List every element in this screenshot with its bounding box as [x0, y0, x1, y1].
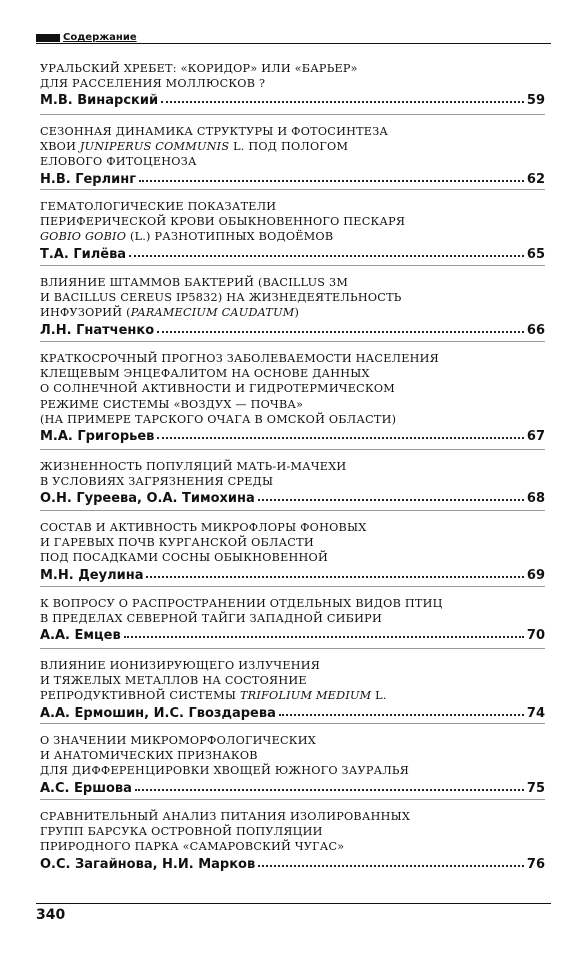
entry-separator — [40, 723, 545, 724]
entry-title-line: ЕЛОВОГО ФИТОЦЕНОЗА — [40, 155, 197, 169]
entry-title-line: (НА ПРИМЕРЕ ТАРСКОГО ОЧАГА В ОМСКОЙ ОБЛАСТИ) — [40, 412, 397, 426]
toc-entry[interactable] — [40, 275, 545, 339]
dot-leader — [139, 170, 524, 182]
entry-title-line: УРАЛЬСКИЙ ХРЕБЕТ: «КОРИДОР» ИЛИ «БАРЬЕР» — [40, 62, 358, 75]
dot-leader — [279, 704, 524, 716]
entry-authors: А.С. Ершова — [40, 780, 132, 796]
toc-entry[interactable] — [40, 199, 545, 263]
toc-entry[interactable] — [40, 520, 545, 584]
entry-separator — [40, 586, 545, 587]
entry-separator — [40, 265, 545, 266]
entry-authors: М.В. Винарский — [40, 93, 159, 109]
entry-title-line: РЕПРОДУКТИВНОЙ СИСТЕМЫ TRIFOLIUM MEDIUM L. — [40, 689, 387, 703]
running-header — [36, 30, 551, 44]
entry-page-number: 65 — [526, 246, 545, 262]
entry-title-line: И АНАТОМИЧЕСКИХ ПРИЗНАКОВ — [40, 749, 258, 763]
entry-author-row — [40, 428, 545, 445]
dot-leader — [258, 489, 524, 501]
toc-entry[interactable] — [40, 596, 545, 644]
entry-title-line: И ТЯЖЕЛЫХ МЕТАЛЛОВ НА СОСТОЯНИЕ — [40, 674, 307, 688]
entry-title-line: ХВОИ JUNIPERUS COMMUNIS L. ПОД ПОЛОГОМ — [40, 140, 349, 154]
header-rule — [36, 43, 551, 44]
entry-title-line: О СОЛНЕЧНОЙ АКТИВНОСТИ И ГИДРОТЕРМИЧЕСКОМ — [40, 382, 395, 396]
footer-rule — [36, 903, 551, 904]
toc-entry[interactable] — [40, 733, 545, 797]
entry-page-number: 76 — [526, 856, 545, 872]
entry-title-line: ДЛЯ РАССЕЛЕНИЯ МОЛЛЮСКОВ ? — [40, 77, 266, 91]
entry-page-number: 68 — [526, 491, 545, 507]
entry-title-line: ВЛИЯНИЕ ИОНИЗИРУЮЩЕГО ИЗЛУЧЕНИЯ — [40, 659, 321, 672]
entry-authors: А.А. Ермошин, И.С. Гвоздарева — [40, 705, 276, 721]
entry-separator — [40, 189, 545, 190]
entry-separator — [40, 114, 545, 115]
entry-authors: О.С. Загайнова, Н.И. Марков — [40, 856, 256, 872]
entry-author-row — [40, 246, 545, 263]
entry-title-line: РЕЖИМЕ СИСТЕМЫ «ВОЗДУХ — ПОЧВА» — [40, 397, 304, 411]
dot-leader — [258, 855, 524, 867]
entry-authors: Н.В. Герлинг — [40, 171, 137, 187]
toc-entry[interactable] — [40, 459, 545, 507]
entry-separator — [40, 510, 545, 511]
entry-page-number: 66 — [526, 322, 545, 338]
entry-title-line: ГРУПП БАРСУКА ОСТРОВНОЙ ПОПУЛЯЦИИ — [40, 825, 323, 839]
entry-title-line: КРАТКОСРОЧНЫЙ ПРОГНОЗ ЗАБОЛЕВАЕМОСТИ НАСЕЛЕНИЯ — [40, 352, 439, 365]
entry-title-line: ПРИРОДНОГО ПАРКА «САМАРОВСКИЙ ЧУГАС» — [40, 840, 345, 854]
entry-title-line: ПОД ПОСАДКАМИ СОСНЫ ОБЫКНОВЕННОЙ — [40, 551, 328, 565]
entry-separator — [40, 648, 545, 649]
entry-author-row — [40, 171, 545, 188]
dot-leader — [157, 427, 524, 439]
entry-title-line: СРАВНИТЕЛЬНЫЙ АНАЛИЗ ПИТАНИЯ ИЗОЛИРОВАННЫХ — [40, 810, 411, 823]
entry-title-line: СЕЗОННАЯ ДИНАМИКА СТРУКТУРЫ И ФОТОСИНТЕЗА — [40, 125, 389, 138]
entry-title-line: В УСЛОВИЯХ ЗАГРЯЗНЕНИЯ СРЕДЫ — [40, 475, 274, 489]
toc-entry[interactable] — [40, 61, 545, 109]
entry-author-row — [40, 856, 545, 873]
toc-entry[interactable] — [40, 124, 545, 188]
entry-authors: М.А. Григорьев — [40, 429, 155, 445]
entry-author-row — [40, 92, 545, 109]
entry-author-row — [40, 780, 545, 797]
dot-leader — [135, 779, 524, 791]
dot-leader — [161, 91, 524, 103]
entry-separator — [40, 449, 545, 450]
entry-page-number: 67 — [526, 429, 545, 445]
entry-author-row — [40, 705, 545, 722]
entry-page-number: 62 — [526, 171, 545, 187]
page-number: 340 — [36, 907, 66, 923]
entry-title-line: ПЕРИФЕРИЧЕСКОЙ КРОВИ ОБЫКНОВЕННОГО ПЕСКАРЯ — [40, 215, 406, 229]
entry-authors: М.Н. Деулина — [40, 567, 144, 583]
toc-entry[interactable] — [40, 809, 545, 873]
entry-author-row — [40, 627, 545, 644]
entry-authors: А.А. Емцев — [40, 628, 121, 644]
entry-title-line: ДЛЯ ДИФФЕРЕНЦИРОВКИ ХВОЩЕЙ ЮЖНОГО ЗАУРАЛЬЯ — [40, 764, 409, 778]
entry-title-line: О ЗНАЧЕНИИ МИКРОМОРФОЛОГИЧЕСКИХ — [40, 734, 316, 747]
entry-page-number: 59 — [526, 93, 545, 109]
entry-page-number: 70 — [526, 628, 545, 644]
entry-title-line: ИНФУЗОРИЙ (PARAMECIUM CAUDATUM) — [40, 306, 300, 320]
entry-title-line: К ВОПРОСУ О РАСПРОСТРАНЕНИИ ОТДЕЛЬНЫХ ВИДОВ ПТИЦ — [40, 597, 443, 610]
header-marker-bar — [36, 34, 60, 42]
toc-entry[interactable] — [40, 351, 545, 445]
dot-leader — [124, 626, 524, 638]
entry-page-number: 75 — [526, 780, 545, 796]
entry-title-line: СОСТАВ И АКТИВНОСТЬ МИКРОФЛОРЫ ФОНОВЫХ — [40, 521, 367, 534]
entry-separator — [40, 799, 545, 800]
entry-authors: Т.А. Гилёва — [40, 246, 127, 262]
entry-title-line: ВЛИЯНИЕ ШТАММОВ БАКТЕРИЙ (BACILLUS 3M — [40, 276, 349, 289]
toc-entry[interactable] — [40, 658, 545, 722]
entry-author-row — [40, 490, 545, 507]
entry-authors: О.Н. Гуреева, О.А. Тимохина — [40, 491, 255, 507]
entry-author-row — [40, 567, 545, 584]
entry-title-line: КЛЕЩЕВЫМ ЭНЦЕФАЛИТОМ НА ОСНОВЕ ДАННЫХ — [40, 367, 370, 381]
entry-title-line: ГЕМАТОЛОГИЧЕСКИЕ ПОКАЗАТЕЛИ — [40, 200, 277, 213]
dot-leader — [157, 321, 524, 333]
entry-page-number: 74 — [526, 705, 545, 721]
entry-title-line: И BACILLUS CEREUS IP5832) НА ЖИЗНЕДЕЯТЕЛЬНОСТЬ — [40, 291, 402, 305]
entry-page-number: 69 — [526, 567, 545, 583]
entry-title-line: GOBIO GOBIO (L.) РАЗНОТИПНЫХ ВОДОЁМОВ — [40, 230, 334, 244]
entry-title-line: И ГАРЕВЫХ ПОЧВ КУРГАНСКОЙ ОБЛАСТИ — [40, 536, 314, 550]
entry-authors: Л.Н. Гнатченко — [40, 322, 155, 338]
entry-author-row — [40, 322, 545, 339]
entry-separator — [40, 341, 545, 342]
header-label: Содержание — [63, 32, 137, 43]
entry-title-line: В ПРЕДЕЛАХ СЕВЕРНОЙ ТАЙГИ ЗАПАДНОЙ СИБИРИ — [40, 612, 382, 626]
dot-leader — [146, 566, 523, 578]
dot-leader — [129, 245, 524, 257]
entry-title-line: ЖИЗНЕННОСТЬ ПОПУЛЯЦИЙ МАТЬ-И-МАЧЕХИ — [40, 460, 347, 473]
